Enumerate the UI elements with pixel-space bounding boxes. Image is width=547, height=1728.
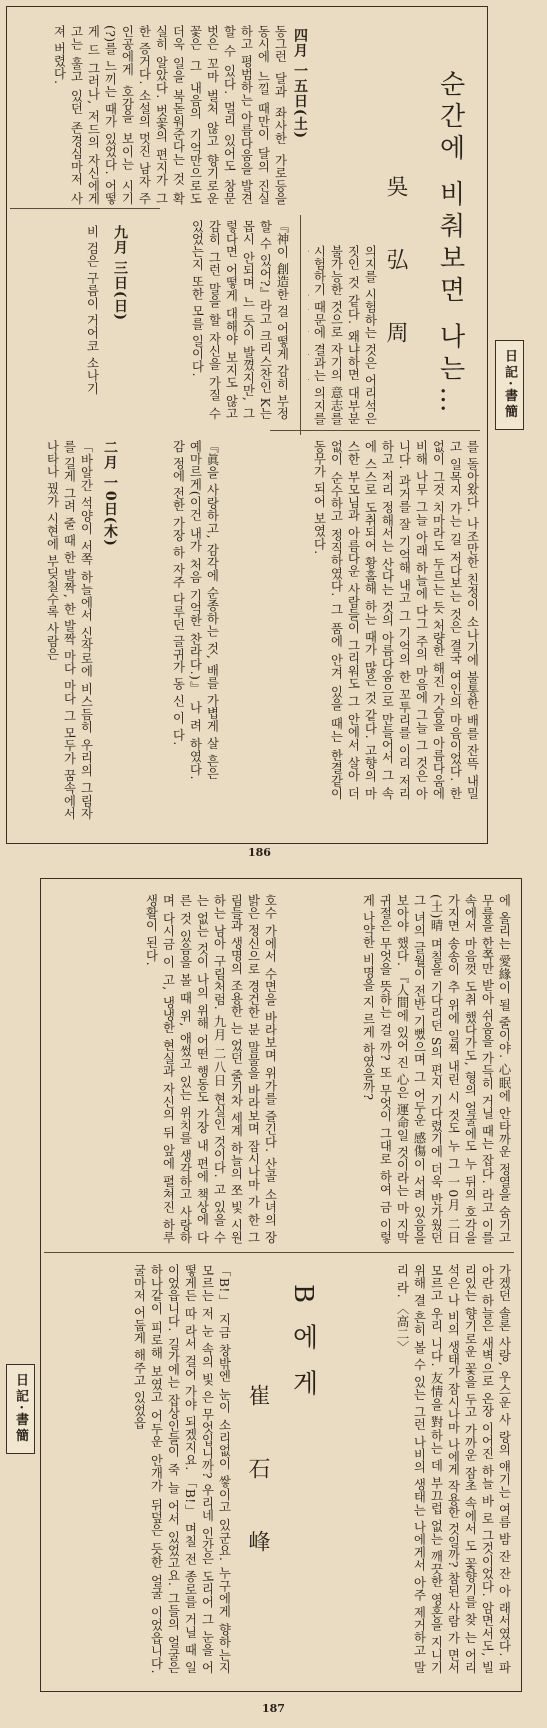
divider bbox=[10, 208, 160, 209]
page-number: 187 bbox=[262, 1702, 285, 1715]
body-text-right: 에 올리는 愛緣이 될 줄이야. 心眠에 안타까운 정열을 숨기고 무릎을 한쪽만 받아 쉬움을 가득히 거닐 때는 잡다. 라고 이를 속에서 마음껏 도취 했다가도, 형의 얼굴에도 누 뒤의 호각을 가지면 송송이 추 위에 일찍 내린 시 것도 누 그 一0月 二日(土)晴 며칠을 기다리던 S의 편지 기다렸기에 더욱 반가웠던 그 녀의 글월이 전반 기뻤으며 그 어두운 感傷이 서려 있음을 보아야 했다. 『人間에 있어 진 心은 運命일 것이라는 마 지막 귀절은 무엇을 뜻하는 걸 까? 또 무엇이 그대로 하여 금 이렇게 나약한 비명을 지 르게 하였을까? bbox=[361, 894, 511, 1244]
body-text-mid-right: 를 돌아왔다. 나조만한 친정이 소나기에 불통한 배를 잔뜩 내밀고 일목지 가는 길 저다보는 것은 결국 여인의 마음이었다. 한없이 그것 치마라도 두르는 듯 처량한 해진 가슴을 아름다움에 비해 나무 그늘 아래 하늘에 다그 주의 마음에 그늘 그 것은 아니다. 과거를 잘 기억해 내고 그 기억의 한 꼬투리를 이리 저리 하고 저리 정해서는 산다는 것의 아름다움으로 만들어서 그 속에 스스로 도취되어 황홀해 하는 때가 많은 것 같다. 고향의 마스한 부모님과 아름다운 사람들이 그리워도 그 안에서 살아 더없이 순수하고 정직하였다. 그 품에 안겨 있을 때는 한결같이 동무가 되어 보였다. bbox=[312, 440, 479, 800]
entry-text-rain: 비 검은 구름이 거어코 소나기 bbox=[85, 225, 99, 395]
divider bbox=[270, 430, 480, 431]
divider bbox=[300, 215, 301, 435]
entry-text-sunset: 「바알간 석양이 서쪽 하늘에서 신작로에 비스듬히 우리의 그림자를 길게 그려 줄 때 한 발짝, 한 발짝 마다 마다 그 모두가 꿈속에서 나타나 꿨가 시현에 부딪칠수록 사람은 bbox=[45, 440, 93, 820]
entry-date-april: 四月 一五日(土) bbox=[292, 28, 308, 140]
entry-text-april: 동그런 달과 좌사한 가로등을 동시에 느낄 때만이 달의 진실하고 평범하는 아름다움을 발견할 수 있다. 멀리 있어도 창문 벗은 꼬마 벌처 않고 향기로운 꽃은 그 내음의 기억만으로도 더욱 일을 북돋워준다는 것 확실히 알았다. 벗꽃의 편지가 그 한 증거다. 소설의 멋진 남자 주인공에게 호감을 보이는 시기(?)를 느끼는 때가 있었다. 어떻게 드 그러나, 저드의 자신에게 고는 훌고 있던 존경심마저 사 져 버렸다. bbox=[52, 25, 287, 205]
divider bbox=[44, 1252, 514, 1253]
body-text-right: 의지를 시험하는 것은 어리석은 짓인 것 같다. 왜냐하면 대부분 불가능한 것으로 자기의 意志를 시험하기 때문에 결과는 의지를 bbox=[312, 245, 377, 425]
article-title: B 에 게 bbox=[288, 1284, 318, 1402]
article-title: 순간에 비춰보면 나는… bbox=[435, 70, 465, 419]
entry-date-february: 二月 一0日(木) bbox=[102, 440, 118, 547]
entry-text-truth: 『眞을 사랑하고, 감각에 순종하는 것, 배를 가볍게 살 흔은 예마르게(이건 내가 처음 기억한 찬라다.)』 나 려 하였다. 감 정에 전한 가장 하 자주 다루던 글귀가 동 신 이 다. bbox=[171, 440, 219, 780]
section-tag-diary: 日記·書簡 bbox=[6, 1364, 35, 1454]
letter-text: 「B!」 지금 창밖엔 눈이 소리없이 쌓이고 있군요. 누구에게 향하는지 모르는 저 눈 속의 빛 은 무엇입니까? 우리네 인간은 도리어 그 눈을 어떻게든 따 라서 걸어 가야 되겠지요. 「B!」 며칠 전 종로를 거닐 때 일이었읍니다. 길가에는 잡상인들이 죽 늘 어서 있었고요. 그들의 얼굴은 하나같이 피로해 보였고 어두운 안개가 뒤덮은 듯한 얼굴 이었읍니다. 굴마저 어둡게 해주고 있었읍 bbox=[132, 1264, 231, 1674]
page-187 bbox=[0, 864, 547, 1728]
article-author: 崔 石 峰 bbox=[245, 1384, 270, 1574]
body-text-left: 호수 가에서 수면을 바라보며 위가를 즐긴다. 산골 소녀의 장 밝은 정신으로 경건한 분 말물을 바라보며 잠시나마 가 한 그림들과 생명의 조용한 는 었던 줄기차 세계 하늘의 쪼 빛 시원하는 남아 구림처럼. 九月 二八日 현실인 것이다. 고 있을 수는 없는 것이 나의 위해 어떤 행동도 가장 내 편에 책상에 다른 것 있음을 볼 때 위, 애썼고 있는 위치를 생각하고 사랑하며 다시금 이 고, 냉냉한 현실과 자신의 뒤 앞에 펼쳐진 하루 생활이 된다. bbox=[144, 894, 277, 1244]
page-number: 186 bbox=[248, 846, 271, 859]
body-text-mid: 가겠던 솔론 사랑, 우스운 사 랑의 얘기는 여름 밤 잔 잔 아 래서였다. 파아란 하늘은 새벽으로 온장 이어진 하늘 바 로 그것이었다. 암면서도, 빌리있는 향기로운 꽃을 두고 가까운 잠초 속에서 도 꽃향기를 찾 는 어리석은 나 비의 생태가 잠시나마 나에게 작용한 것일까? 참된 사람 가 면서 모르고 우리 니다. 友情을 對하는 데 부끄럽 없는 깨끗한 영혼을 지니기 위해 결 흔히 볼 수 있는 그런 나비의 생태는 나에게서 아주 제거하고 말리 라. 〈高二〉 bbox=[395, 1264, 511, 1674]
article-author: 吳 弘 周 bbox=[383, 175, 408, 365]
section-tag-diary: 日記·書簡 bbox=[495, 340, 524, 430]
entry-text-god: 『神이 創造한 걸 어떻게 감히 부정할 수 있어?』라고 크리스찬인 K는 몹시 안되며 느 듯이 발꼈지만, 그렇다면 어떻게 대해야 보지도 않고 감히 그런 말을 할 자신을 가질 수 있었는지 또한 모를 일이다. bbox=[190, 220, 289, 420]
entry-date-september: 九月 三日(日) bbox=[112, 225, 128, 322]
